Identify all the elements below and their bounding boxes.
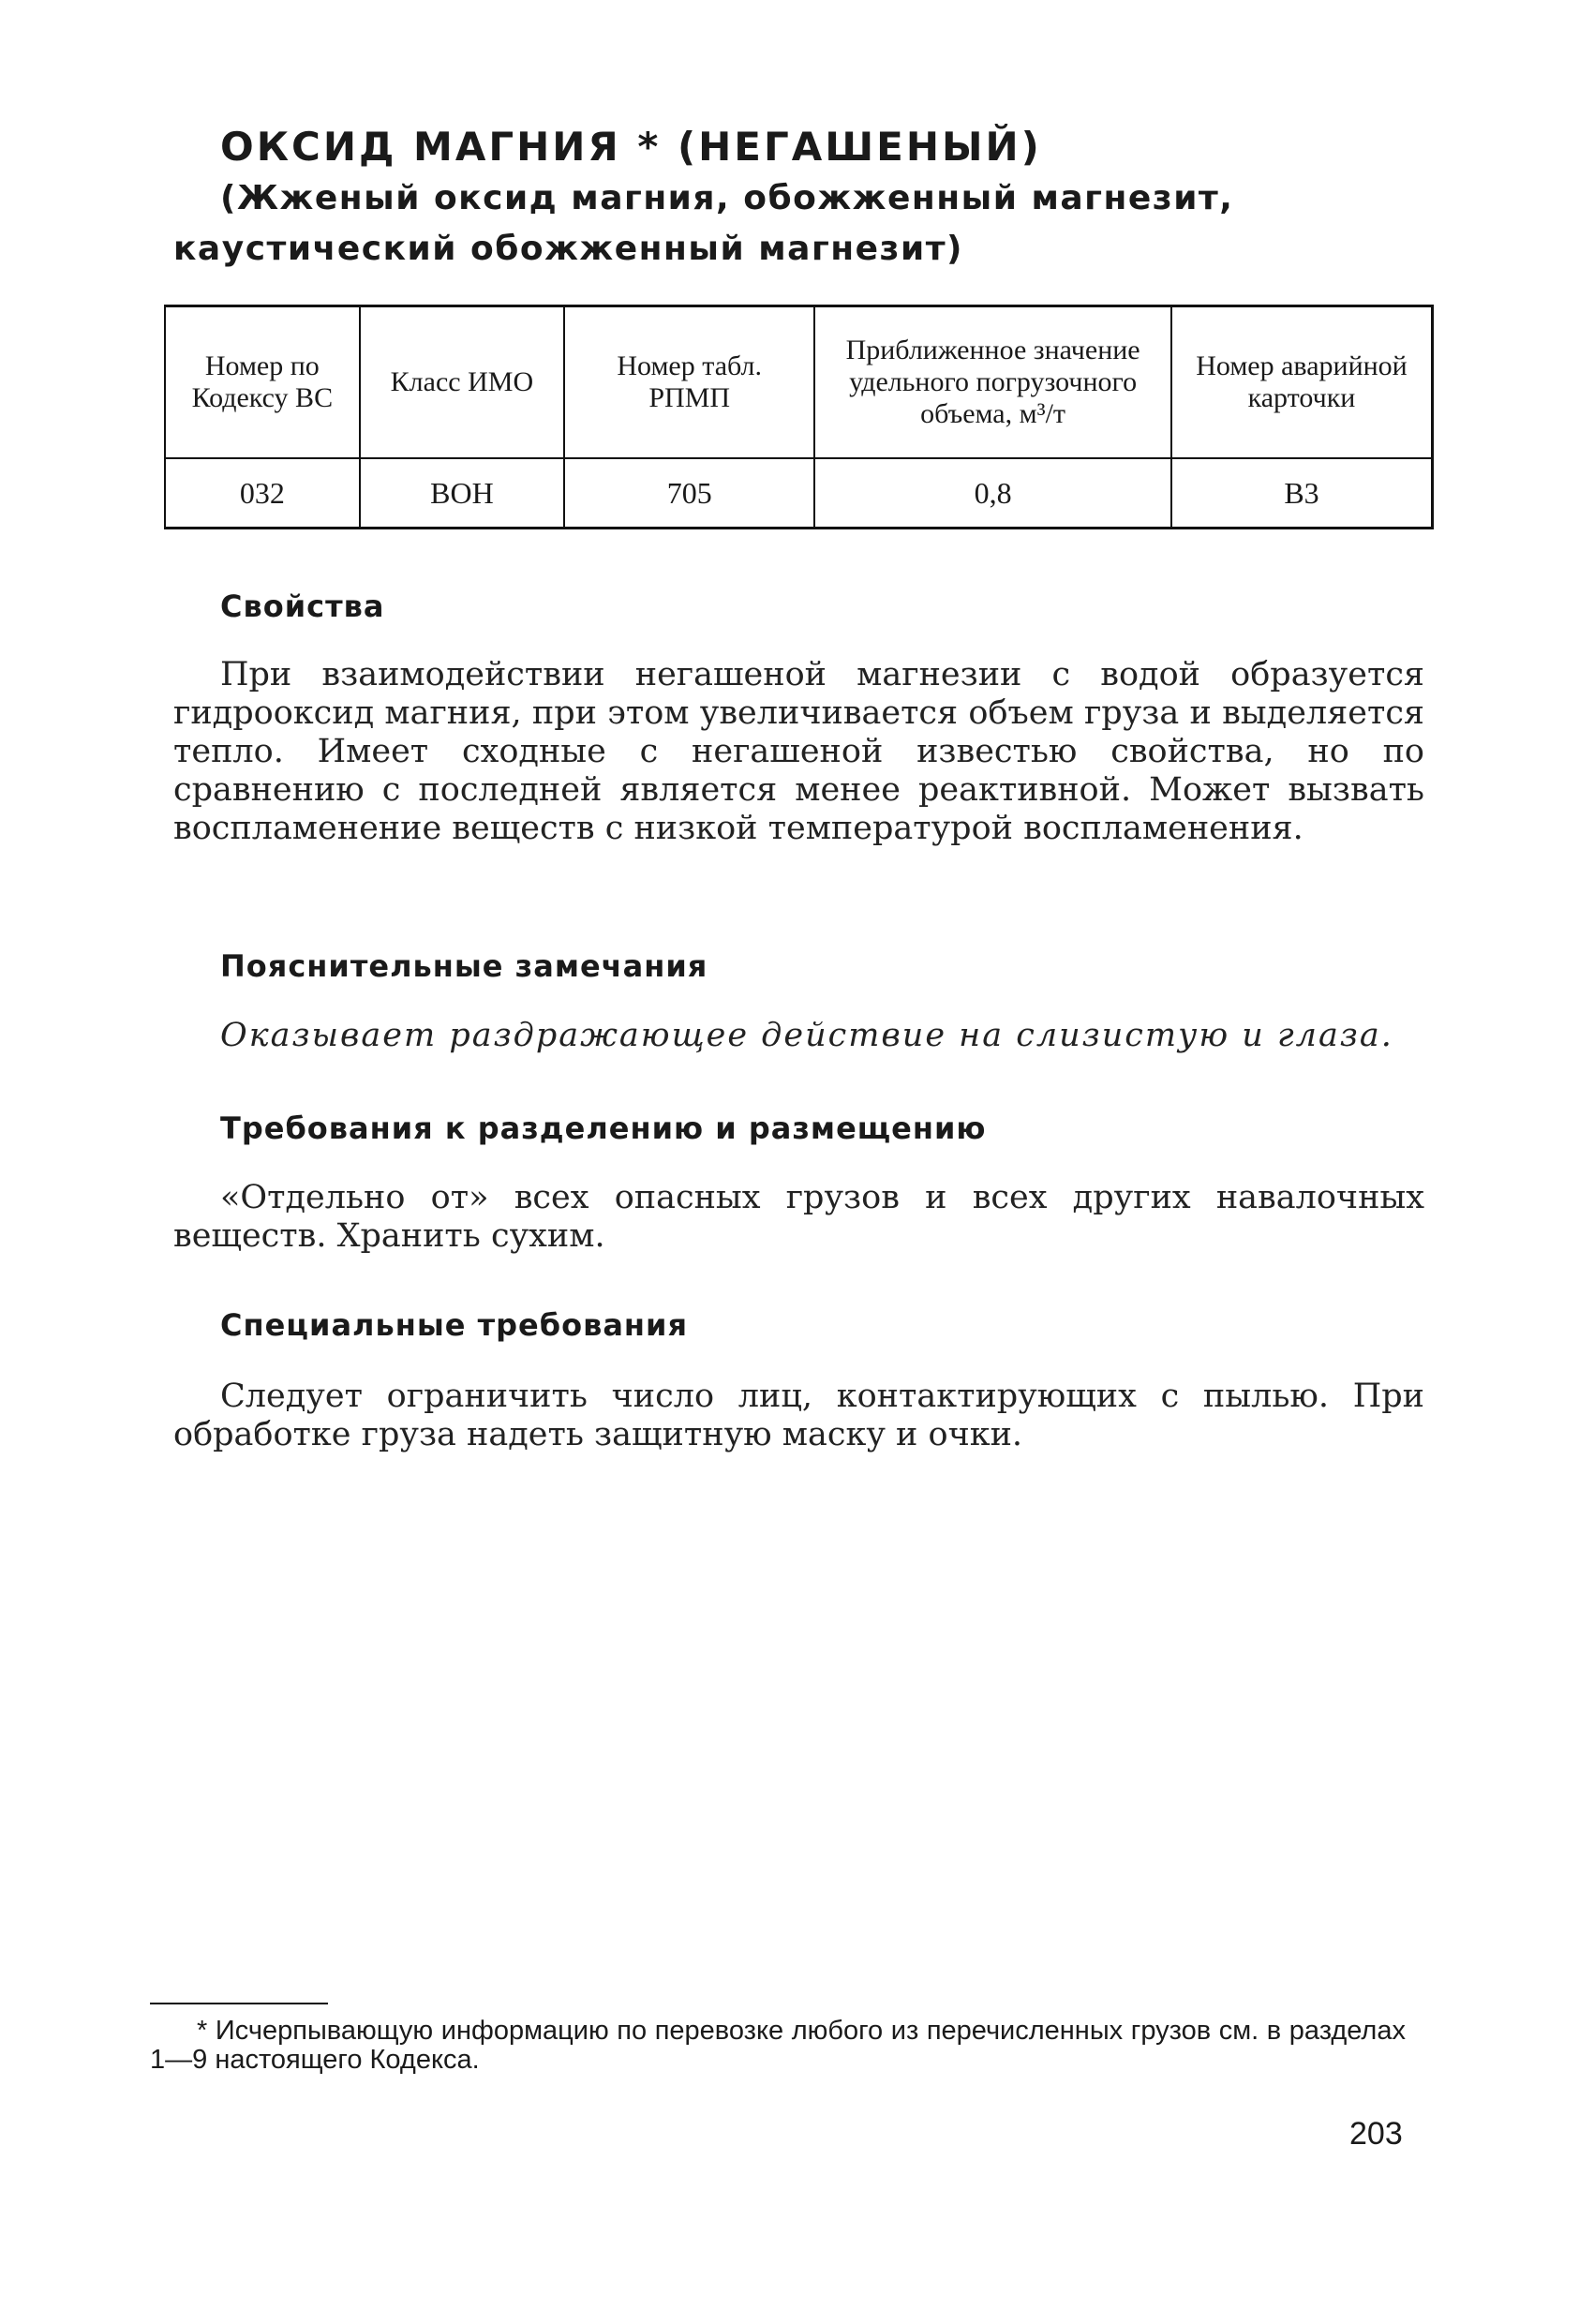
page-title: ОКСИД МАГНИЯ * (НЕГАШЕНЫЙ) — [220, 124, 1042, 170]
table-header-row — [165, 306, 1433, 459]
section-text-notes: Оказывает раздражающее действие на слизистую и глаза. — [220, 1017, 1393, 1054]
table-row — [165, 458, 1433, 529]
column-header-stowage-volume: Приближенное значение удельного погрузочного объема, м³/т — [814, 306, 1171, 459]
cell-emergency-card: В3 — [1171, 458, 1433, 529]
cell-table-number: 705 — [564, 458, 814, 529]
footnote-divider — [150, 2003, 328, 2004]
cell-stowage-volume: 0,8 — [814, 458, 1171, 529]
page-subtitle: (Жженый оксид магния, обожженный магнезит, каустический обожженный магнезит) — [173, 179, 1234, 268]
cell-code-number: 032 — [165, 458, 360, 529]
column-header-emergency-card: Номер аварийной карточки — [1171, 306, 1433, 459]
section-heading-notes: Пояснительные замечания — [220, 948, 708, 984]
page-number: 203 — [1349, 2116, 1403, 2152]
footnote: * Исчерпывающую информацию по перевозке любого из перечисленных грузов см. в разделах 1—9 настоящего Кодекса. — [150, 2016, 1406, 2075]
column-header-code-number: Номер по Кодексу ВС — [165, 306, 360, 459]
section-text-segregation: «Отдельно от» всех опасных грузов и всех других навалочных веществ. Хранить сухим. — [173, 1179, 1424, 1255]
section-heading-segregation: Требования к разделению и размещению — [220, 1110, 987, 1146]
column-header-table-number: Номер табл. РПМП — [564, 306, 814, 459]
column-header-imo-class: Класс ИМО — [360, 306, 564, 459]
section-heading-special: Специальные требования — [220, 1307, 688, 1343]
cargo-info-table — [164, 305, 1434, 529]
section-text-special: Следует ограничить число лиц, контактирующих с пылью. При обработке груза надеть защитную маску и очки. — [173, 1378, 1424, 1453]
section-text-properties: При взаимодействии негашеной магнезии с водой образуется гидрооксид магния, при этом увеличивается объем груза и выделяется тепло. Имеет сходные с негашеной известью свойства, но по сравнению с последней является менее реактивной. Может вызвать воспламенение веществ с низкой температурой воспламенения. — [173, 656, 1424, 847]
cell-imo-class: ВОН — [360, 458, 564, 529]
section-heading-properties: Свойства — [220, 588, 385, 624]
